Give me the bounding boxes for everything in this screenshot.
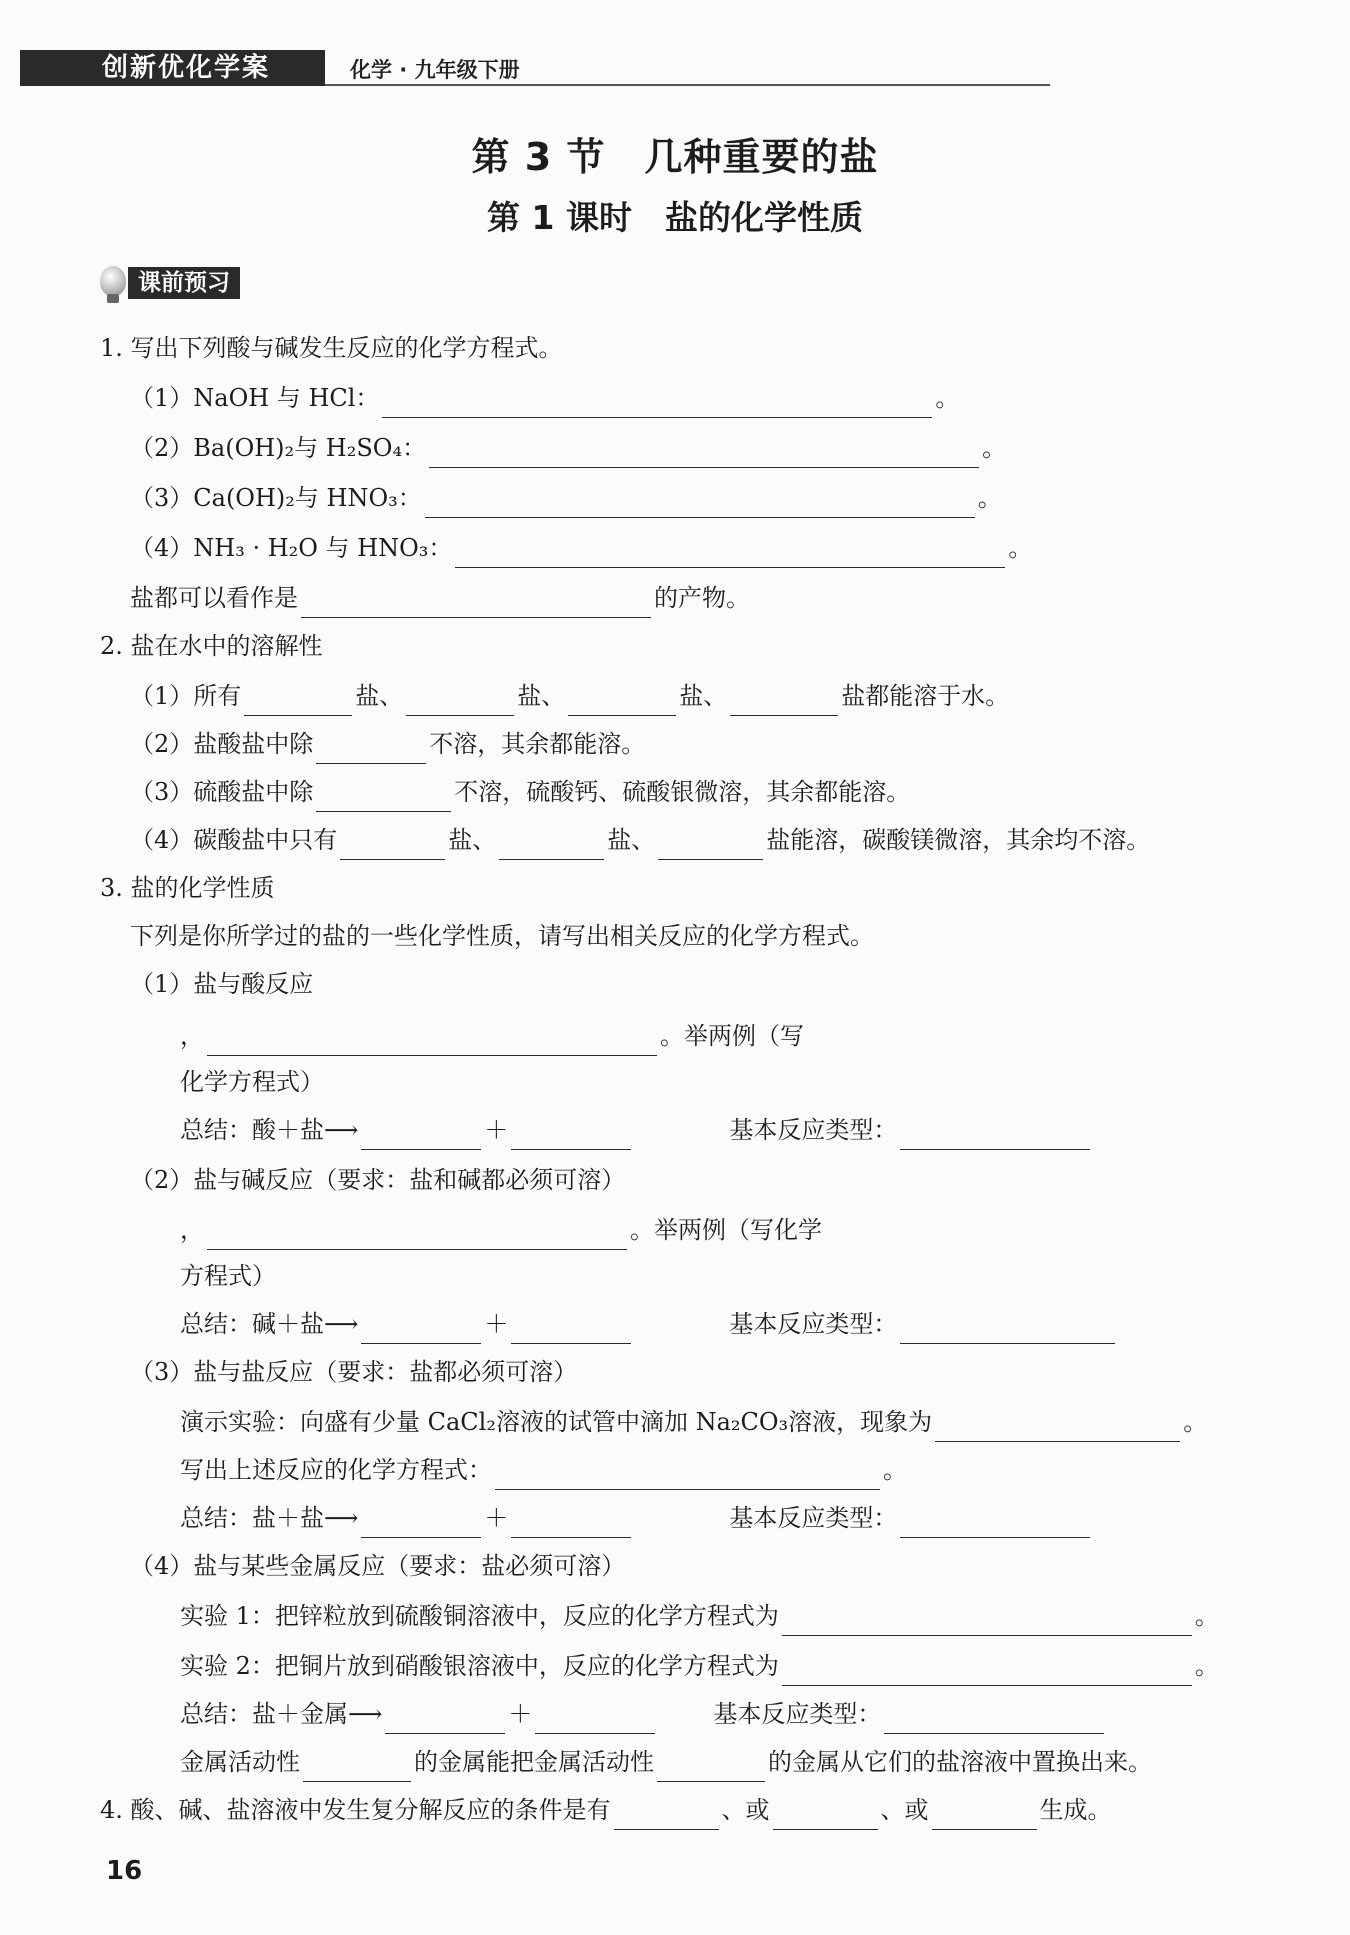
exercise-line (180, 1062, 324, 1102)
question-text: 总结：盐＋盐⟶ (180, 1504, 359, 1532)
answer-blank[interactable] (511, 1312, 631, 1344)
question-text: 2. 盐在水中的溶解性 (100, 632, 323, 660)
exercise-line (130, 724, 645, 764)
question-text: 基本反应类型： (713, 1700, 882, 1728)
answer-blank[interactable] (316, 780, 451, 812)
exercise-line (180, 1402, 1207, 1442)
exercise-line (130, 1546, 625, 1586)
subject-label: 化学 · 九年级下册 (350, 58, 520, 82)
question-text: （1）所有 (130, 682, 242, 710)
answer-blank[interactable] (568, 684, 676, 716)
answer-blank[interactable] (935, 1410, 1180, 1442)
answer-blank[interactable] (773, 1798, 878, 1830)
question-text: 基本反应类型： (729, 1504, 898, 1532)
exercise-line (130, 478, 1002, 518)
question-text: 实验 1：把锌粒放到硫酸铜溶液中，反应的化学方程式为 (180, 1602, 779, 1630)
answer-blank[interactable] (900, 1312, 1115, 1344)
answer-blank[interactable] (425, 486, 975, 518)
exercise-line (130, 772, 910, 812)
question-text: 。举两例（写化学 (630, 1216, 822, 1244)
question-text: 金属活动性 (180, 1748, 300, 1776)
answer-blank[interactable] (244, 684, 352, 716)
answer-blank[interactable] (932, 1798, 1037, 1830)
question-text: 。 (935, 384, 960, 412)
answer-blank[interactable] (385, 1702, 505, 1734)
question-text: 基本反应类型： (729, 1310, 898, 1338)
answer-blank[interactable] (316, 732, 426, 764)
exercise-line (130, 964, 313, 1004)
question-text: （1）盐与酸反应 (130, 970, 314, 998)
lightbulb-icon (100, 266, 126, 296)
question-text: 盐能溶，碳酸镁微溶，其余均不溶。 (766, 826, 1151, 854)
answer-blank[interactable] (658, 828, 763, 860)
lesson-subtitle: 第 1 课时 盐的化学性质 (487, 198, 863, 237)
exercise-line (130, 820, 1150, 860)
question-text: 不溶，其余都能溶。 (429, 730, 646, 758)
badge-label: 课前预习 (128, 267, 240, 299)
answer-blank[interactable] (429, 436, 979, 468)
question-text: （3）硫酸盐中除 (130, 778, 314, 806)
exercise-line (100, 1790, 1112, 1830)
question-text: 3. 盐的化学性质 (100, 874, 275, 902)
question-text: 实验 2：把铜片放到硝酸银溶液中，反应的化学方程式为 (180, 1652, 779, 1680)
answer-blank[interactable] (730, 684, 838, 716)
answer-blank[interactable] (511, 1506, 631, 1538)
header-rule (325, 84, 1050, 86)
question-text: 写出上述反应的化学方程式： (180, 1456, 492, 1484)
exercise-line (180, 1742, 1152, 1782)
exercise-line (180, 1016, 804, 1056)
question-text: 总结：盐＋金属⟶ (180, 1700, 383, 1728)
answer-blank[interactable] (361, 1506, 481, 1538)
section-title: 第 3 节 几种重要的盐 (471, 135, 879, 179)
question-text: （3）盐与盐反应（要求：盐都必须可溶） (130, 1358, 578, 1386)
exercise-line (130, 378, 959, 418)
answer-blank[interactable] (657, 1750, 765, 1782)
question-text: 盐都可以看作是 (130, 584, 298, 612)
exercise-line (180, 1694, 1107, 1734)
exercise-line (130, 528, 1032, 568)
answer-blank[interactable] (207, 1218, 627, 1250)
question-text: 下列是你所学过的盐的一些化学性质，请写出相关反应的化学方程式。 (130, 922, 874, 950)
page-header (20, 50, 1050, 88)
answer-blank[interactable] (499, 828, 604, 860)
question-text: ＋ (484, 1116, 509, 1144)
answer-blank[interactable] (782, 1654, 1192, 1686)
question-text: 、或 (721, 1796, 770, 1824)
question-text: 化学方程式） (180, 1068, 324, 1096)
answer-blank[interactable] (511, 1118, 631, 1150)
exercise-line (180, 1646, 1219, 1686)
question-text: ， (180, 1216, 204, 1244)
question-text: （1）NaOH 与 HCl： (130, 384, 380, 412)
answer-blank[interactable] (303, 1750, 411, 1782)
exercise-line (180, 1450, 907, 1490)
exercise-line (180, 1596, 1219, 1636)
answer-blank[interactable] (207, 1024, 657, 1056)
answer-blank[interactable] (495, 1458, 880, 1490)
question-text: 基本反应类型： (729, 1116, 898, 1144)
question-text: （2）Ba(OH)₂与 H₂SO₄： (130, 434, 427, 462)
question-text: 。 (1008, 534, 1033, 562)
answer-blank[interactable] (301, 586, 651, 618)
answer-blank[interactable] (900, 1506, 1090, 1538)
question-text: 盐、 (607, 826, 656, 854)
question-text: 总结：酸＋盐⟶ (180, 1116, 359, 1144)
answer-blank[interactable] (455, 536, 1005, 568)
answer-blank[interactable] (382, 386, 932, 418)
question-text: ， (180, 1022, 204, 1050)
page-number: 16 (106, 1856, 143, 1886)
question-text: 盐、 (679, 682, 728, 710)
exercise-line (130, 1352, 577, 1392)
answer-blank[interactable] (361, 1312, 481, 1344)
question-text: 。 (982, 434, 1007, 462)
question-text: ＋ (484, 1504, 509, 1532)
question-text: （4）盐与某些金属反应（要求：盐必须可溶） (130, 1552, 626, 1580)
question-text: 。举两例（写 (660, 1022, 804, 1050)
question-text: 盐、 (448, 826, 497, 854)
exercise-line (130, 428, 1006, 468)
question-text: 的产物。 (654, 584, 750, 612)
question-text: （4）碳酸盐中只有 (130, 826, 338, 854)
question-text: （2）盐与碱反应（要求：盐和碱都必须可溶） (130, 1166, 626, 1194)
exercise-line (100, 868, 275, 908)
exercise-line (130, 676, 1009, 716)
answer-blank[interactable] (614, 1798, 719, 1830)
question-text: （4）NH₃ · H₂O 与 HNO₃： (130, 534, 453, 562)
exercise-line (130, 1160, 625, 1200)
exercise-line (130, 578, 750, 618)
question-text: 生成。 (1039, 1796, 1112, 1824)
question-text: （2）盐酸盐中除 (130, 730, 314, 758)
answer-blank[interactable] (406, 684, 514, 716)
question-text: 总结：碱＋盐⟶ (180, 1310, 359, 1338)
exercise-line (180, 1304, 1118, 1344)
answer-blank[interactable] (884, 1702, 1104, 1734)
question-text: 不溶，硫酸钙、硫酸银微溶，其余都能溶。 (454, 778, 911, 806)
question-text: 演示实验：向盛有少量 CaCl₂溶液的试管中滴加 Na₂CO₃溶液，现象为 (180, 1408, 933, 1436)
exercise-line (180, 1110, 1093, 1150)
question-text: 方程式） (180, 1262, 276, 1290)
question-text: 4. 酸、碱、盐溶液中发生复分解反应的条件是有 (100, 1796, 611, 1824)
question-text: 1. 写出下列酸与碱发生反应的化学方程式。 (100, 334, 563, 362)
question-text: ＋ (484, 1310, 509, 1338)
exercise-line (180, 1498, 1093, 1538)
question-text: 的金属从它们的盐溶液中置换出来。 (768, 1748, 1152, 1776)
question-text: 。 (1183, 1408, 1208, 1436)
exercise-line (180, 1210, 822, 1250)
question-text: 盐、 (517, 682, 566, 710)
question-text: 。 (1194, 1652, 1219, 1680)
question-text: 。 (977, 484, 1002, 512)
question-text: 。 (883, 1456, 907, 1484)
question-text: 盐、 (355, 682, 404, 710)
question-text: 、或 (880, 1796, 929, 1824)
brand-logo: 创新优化学案 (20, 50, 325, 86)
answer-blank[interactable] (340, 828, 445, 860)
exercise-line (100, 328, 563, 368)
question-text: 的金属能把金属活动性 (414, 1748, 654, 1776)
answer-blank[interactable] (361, 1118, 481, 1150)
answer-blank[interactable] (535, 1702, 655, 1734)
exercise-line (100, 626, 323, 666)
lightbulb-base (107, 294, 119, 303)
question-text: 。 (1194, 1602, 1219, 1630)
question-text: ＋ (508, 1700, 533, 1728)
question-text: （3）Ca(OH)₂与 HNO₃： (130, 484, 422, 512)
question-text: 盐都能溶于水。 (841, 682, 1010, 710)
exercise-line (130, 916, 874, 956)
answer-blank[interactable] (782, 1604, 1192, 1636)
exercise-line (180, 1256, 276, 1296)
answer-blank[interactable] (900, 1118, 1090, 1150)
